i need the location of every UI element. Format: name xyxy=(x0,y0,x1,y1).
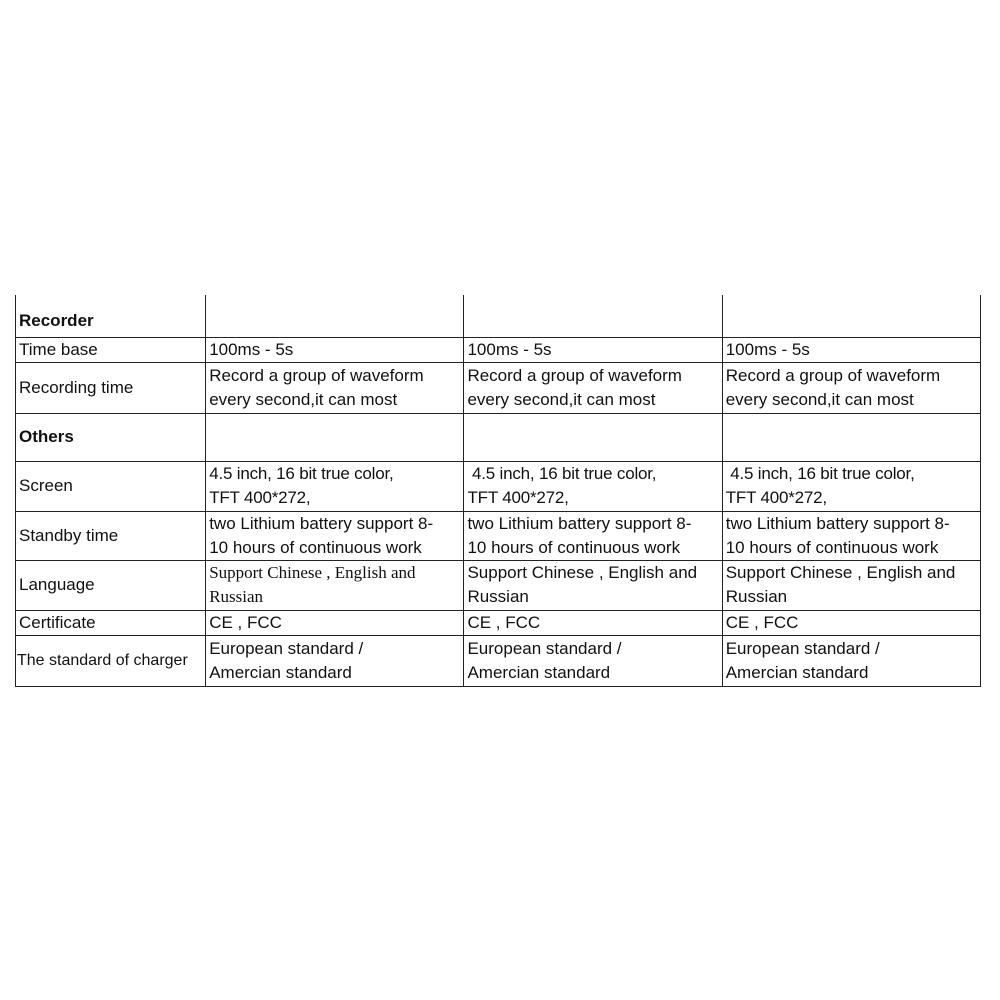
value-line: every second,it can most xyxy=(209,389,398,409)
table-row-recording-time xyxy=(16,362,981,413)
value-cell xyxy=(464,635,722,686)
value-line: Record a group of waveform xyxy=(467,365,682,385)
value-line: Support Chinese , English and xyxy=(467,563,698,582)
empty-cell xyxy=(722,413,980,461)
value-line: 4.5 inch, 16 bit true color, xyxy=(209,464,394,483)
spec-table xyxy=(15,295,981,687)
row-label-language: Language xyxy=(16,560,206,610)
value-cell: 100ms - 5s xyxy=(206,337,464,362)
value-cell: 100ms - 5s xyxy=(464,337,722,362)
value-line: Support Chinese , English and xyxy=(209,563,416,582)
row-label-screen: Screen xyxy=(16,461,206,511)
value-line: Record a group of waveform xyxy=(209,365,424,385)
table-row-certificate xyxy=(16,610,981,635)
value-cell xyxy=(464,461,722,511)
value-cell xyxy=(206,461,464,511)
value-line: TFT 400*272, xyxy=(467,488,569,507)
value-cell xyxy=(722,461,980,511)
value-cell: 100ms - 5s xyxy=(722,337,980,362)
value-line: 10 hours of continuous work xyxy=(209,537,422,557)
value-line: Russian xyxy=(725,587,788,606)
value-line: 10 hours of continuous work xyxy=(467,537,681,557)
value-cell xyxy=(722,362,980,413)
value-cell xyxy=(206,362,464,413)
value-line: TFT 400*272, xyxy=(209,488,311,507)
empty-cell xyxy=(206,413,464,461)
value-cell xyxy=(464,511,722,560)
value-line: Amercian standard xyxy=(725,662,869,682)
value-line: every second,it can most xyxy=(467,389,656,409)
value-line: Russian xyxy=(467,587,529,606)
value-line: Record a group of waveform xyxy=(725,365,941,385)
spec-sheet xyxy=(15,295,981,686)
empty-cell xyxy=(206,295,464,337)
value-line: TFT 400*272, xyxy=(725,488,827,507)
value-line: European standard / xyxy=(725,638,880,658)
value-cell: CE , FCC xyxy=(464,610,722,635)
value-line: 4.5 inch, 16 bit true color, xyxy=(725,464,915,483)
row-label-charger: The standard of charger xyxy=(16,635,206,686)
value-cell xyxy=(206,511,464,560)
value-line: Support Chinese , English and xyxy=(725,563,956,582)
empty-cell xyxy=(464,295,722,337)
value-line: European standard / xyxy=(209,638,364,658)
value-line: 10 hours of continuous work xyxy=(725,537,939,557)
value-cell xyxy=(722,511,980,560)
value-line: two Lithium battery support 8- xyxy=(209,513,434,533)
value-cell xyxy=(206,560,464,610)
value-line: two Lithium battery support 8- xyxy=(725,513,950,533)
table-row-time-base xyxy=(16,337,981,362)
row-label-time-base: Time base xyxy=(16,337,206,362)
row-label-standby-time: Standby time xyxy=(16,511,206,560)
table-row-screen xyxy=(16,461,981,511)
value-cell xyxy=(722,635,980,686)
section-heading-others: Others xyxy=(16,413,206,461)
row-label-certificate: Certificate xyxy=(16,610,206,635)
table-row-charger xyxy=(16,635,981,686)
value-line: two Lithium battery support 8- xyxy=(467,513,692,533)
value-line: Amercian standard xyxy=(209,662,352,682)
row-label-recording-time: Recording time xyxy=(16,362,206,413)
value-line: 4.5 inch, 16 bit true color, xyxy=(467,464,657,483)
value-cell xyxy=(722,560,980,610)
value-cell: CE , FCC xyxy=(722,610,980,635)
value-cell xyxy=(464,560,722,610)
empty-cell xyxy=(464,413,722,461)
section-heading-recorder: Recorder xyxy=(16,295,206,337)
value-cell xyxy=(206,635,464,686)
value-line: every second,it can most xyxy=(725,389,914,409)
empty-cell xyxy=(722,295,980,337)
value-cell: CE , FCC xyxy=(206,610,464,635)
table-row-standby-time xyxy=(16,511,981,560)
table-row-recorder xyxy=(16,295,981,337)
value-line: Russian xyxy=(209,587,264,606)
value-cell xyxy=(464,362,722,413)
value-line: Amercian standard xyxy=(467,662,611,682)
value-line: European standard / xyxy=(467,638,622,658)
table-row-language xyxy=(16,560,981,610)
table-row-others xyxy=(16,413,981,461)
